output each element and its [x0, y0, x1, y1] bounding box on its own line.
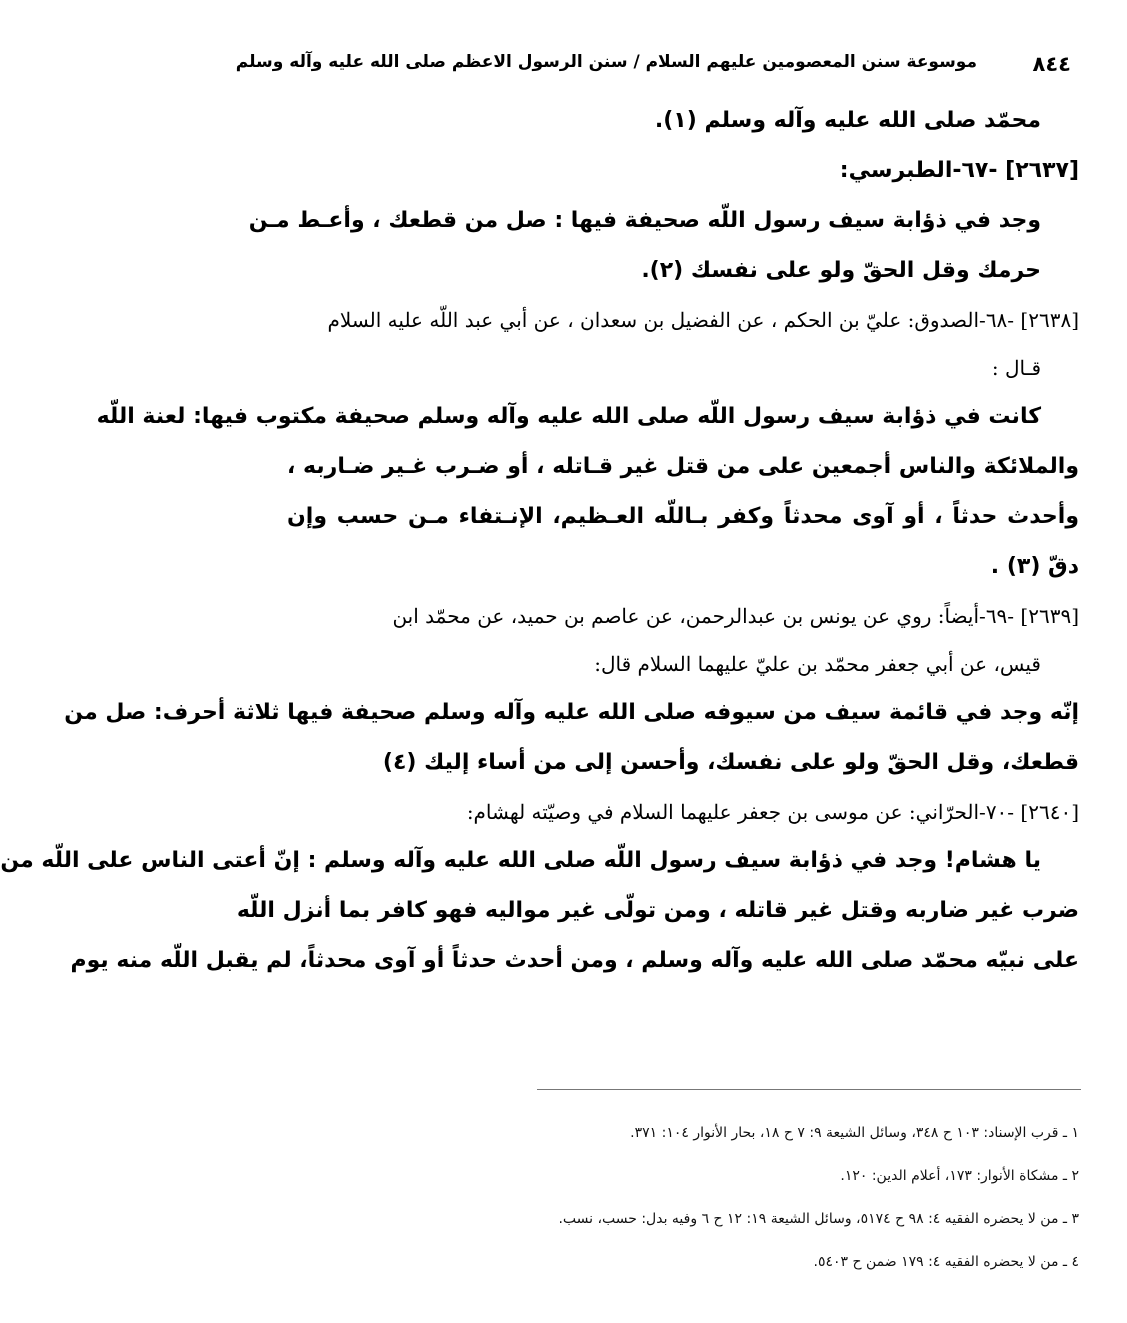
- tradition-heading-continuation: قـال :: [991, 356, 1041, 380]
- tradition-text-line: وأحدث حدثاً ، أو آوى محدثاً وكفر بـاللّه العـظيم، الإنـتفاء مـن حسب وإن: [287, 504, 1079, 529]
- running-title: موسوعة سنن المعصومين عليهم السلام / سنن الرسول الاعظم صلى الله عليه وآله وسلم: [235, 52, 977, 72]
- text-line-continuation: محمّد صلى الله عليه وآله وسلم (١).: [654, 108, 1041, 133]
- tradition-heading-2637: [٢٦٣٧] -٦٧-الطبرسي:: [839, 158, 1079, 183]
- tradition-text-line: والملائكة والناس أجمعين على من قتل غير قـاتله ، أو ضـرب غـير ضـاربه ،: [287, 454, 1079, 479]
- tradition-text-line: قطعك، وقل الحقّ ولو على نفسك، وأحسن إلى من أساء إليك (٤): [382, 750, 1079, 775]
- page-header: [235, 50, 1071, 86]
- tradition-text-line: يا هشام! وجد في ذؤابة سيف رسول اللّه صلى الله عليه وآله وسلم : إنّ أعتى الناس على اللّه من: [0, 848, 1041, 873]
- footnote-4: ٤ ـ من لا يحضره الفقيه ٤: ١٧٩ ضمن ح ٥٤٠٣.: [813, 1254, 1079, 1270]
- tradition-text-line: كانت في ذؤابة سيف رسول اللّه صلى الله عليه وآله وسلم صحيفة مكتوب فيها: لعنة اللّه: [96, 404, 1041, 429]
- tradition-heading-continuation: قيس، عن أبي جعفر محمّد بن عليّ عليهما السلام قال:: [594, 652, 1041, 676]
- tradition-heading-2640: [٢٦٤٠] -٧٠-الحرّاني: عن موسى بن جعفر عليهما السلام في وصيّته لهشام:: [466, 800, 1079, 824]
- tradition-heading-2639: [٢٦٣٩] -٦٩-أيضاً: روي عن يونس بن عبدالرحمن، عن عاصم بن حميد، عن محمّد ابن: [392, 604, 1079, 628]
- tradition-text-line: حرمك وقل الحقّ ولو على نفسك (٢).: [641, 258, 1041, 283]
- footnotes: [289, 1112, 1079, 1284]
- footnote-1: ١ ـ قرب الإسناد: ١٠٣ ح ٣٤٨، وسائل الشيعة ٩: ٧ ح ١٨، بحار الأنوار ١٠٤: ٣٧١.: [630, 1125, 1079, 1141]
- footnote-divider: [537, 1089, 1081, 1090]
- page-number: ٨٤٤: [1032, 52, 1071, 76]
- tradition-text-line: إنّه وجد في قائمة سيف من سيوفه صلى الله عليه وآله وسلم صحيفة فيها ثلاثة أحرف: صل من: [64, 700, 1079, 725]
- tradition-text-line: ضرب غير ضاربه وقتل غير قاتله ، ومن تولّى غير مواليه فهو كافر بما أنزل اللّه: [236, 898, 1079, 923]
- main-text: [0, 96, 1079, 986]
- tradition-text-line: دقّ (٣) .: [990, 554, 1079, 579]
- tradition-heading-2638: [٢٦٣٨] -٦٨-الصدوق: عليّ بن الحكم ، عن الفضيل بن سعدان ، عن أبي عبد اللّه عليه السلام: [327, 308, 1079, 332]
- tradition-text-line: وجد في ذؤابة سيف رسول اللّه صحيفة فيها : صل من قطعك ، وأعـط مـن: [248, 208, 1041, 233]
- footnote-2: ٢ ـ مشكاة الأنوار: ١٧٣، أعلام الدين: ١٢٠.: [840, 1168, 1079, 1184]
- tradition-text-line: على نبيّه محمّد صلى الله عليه وآله وسلم ، ومن أحدث حدثاً أو آوى محدثاً، لم يقبل اللّه منه يوم: [70, 948, 1079, 973]
- footnote-3: ٣ ـ من لا يحضره الفقيه ٤: ٩٨ ح ٥١٧٤، وسائل الشيعة ١٩: ١٢ ح ٦ وفيه بدل: حسب، نسب.: [558, 1211, 1079, 1227]
